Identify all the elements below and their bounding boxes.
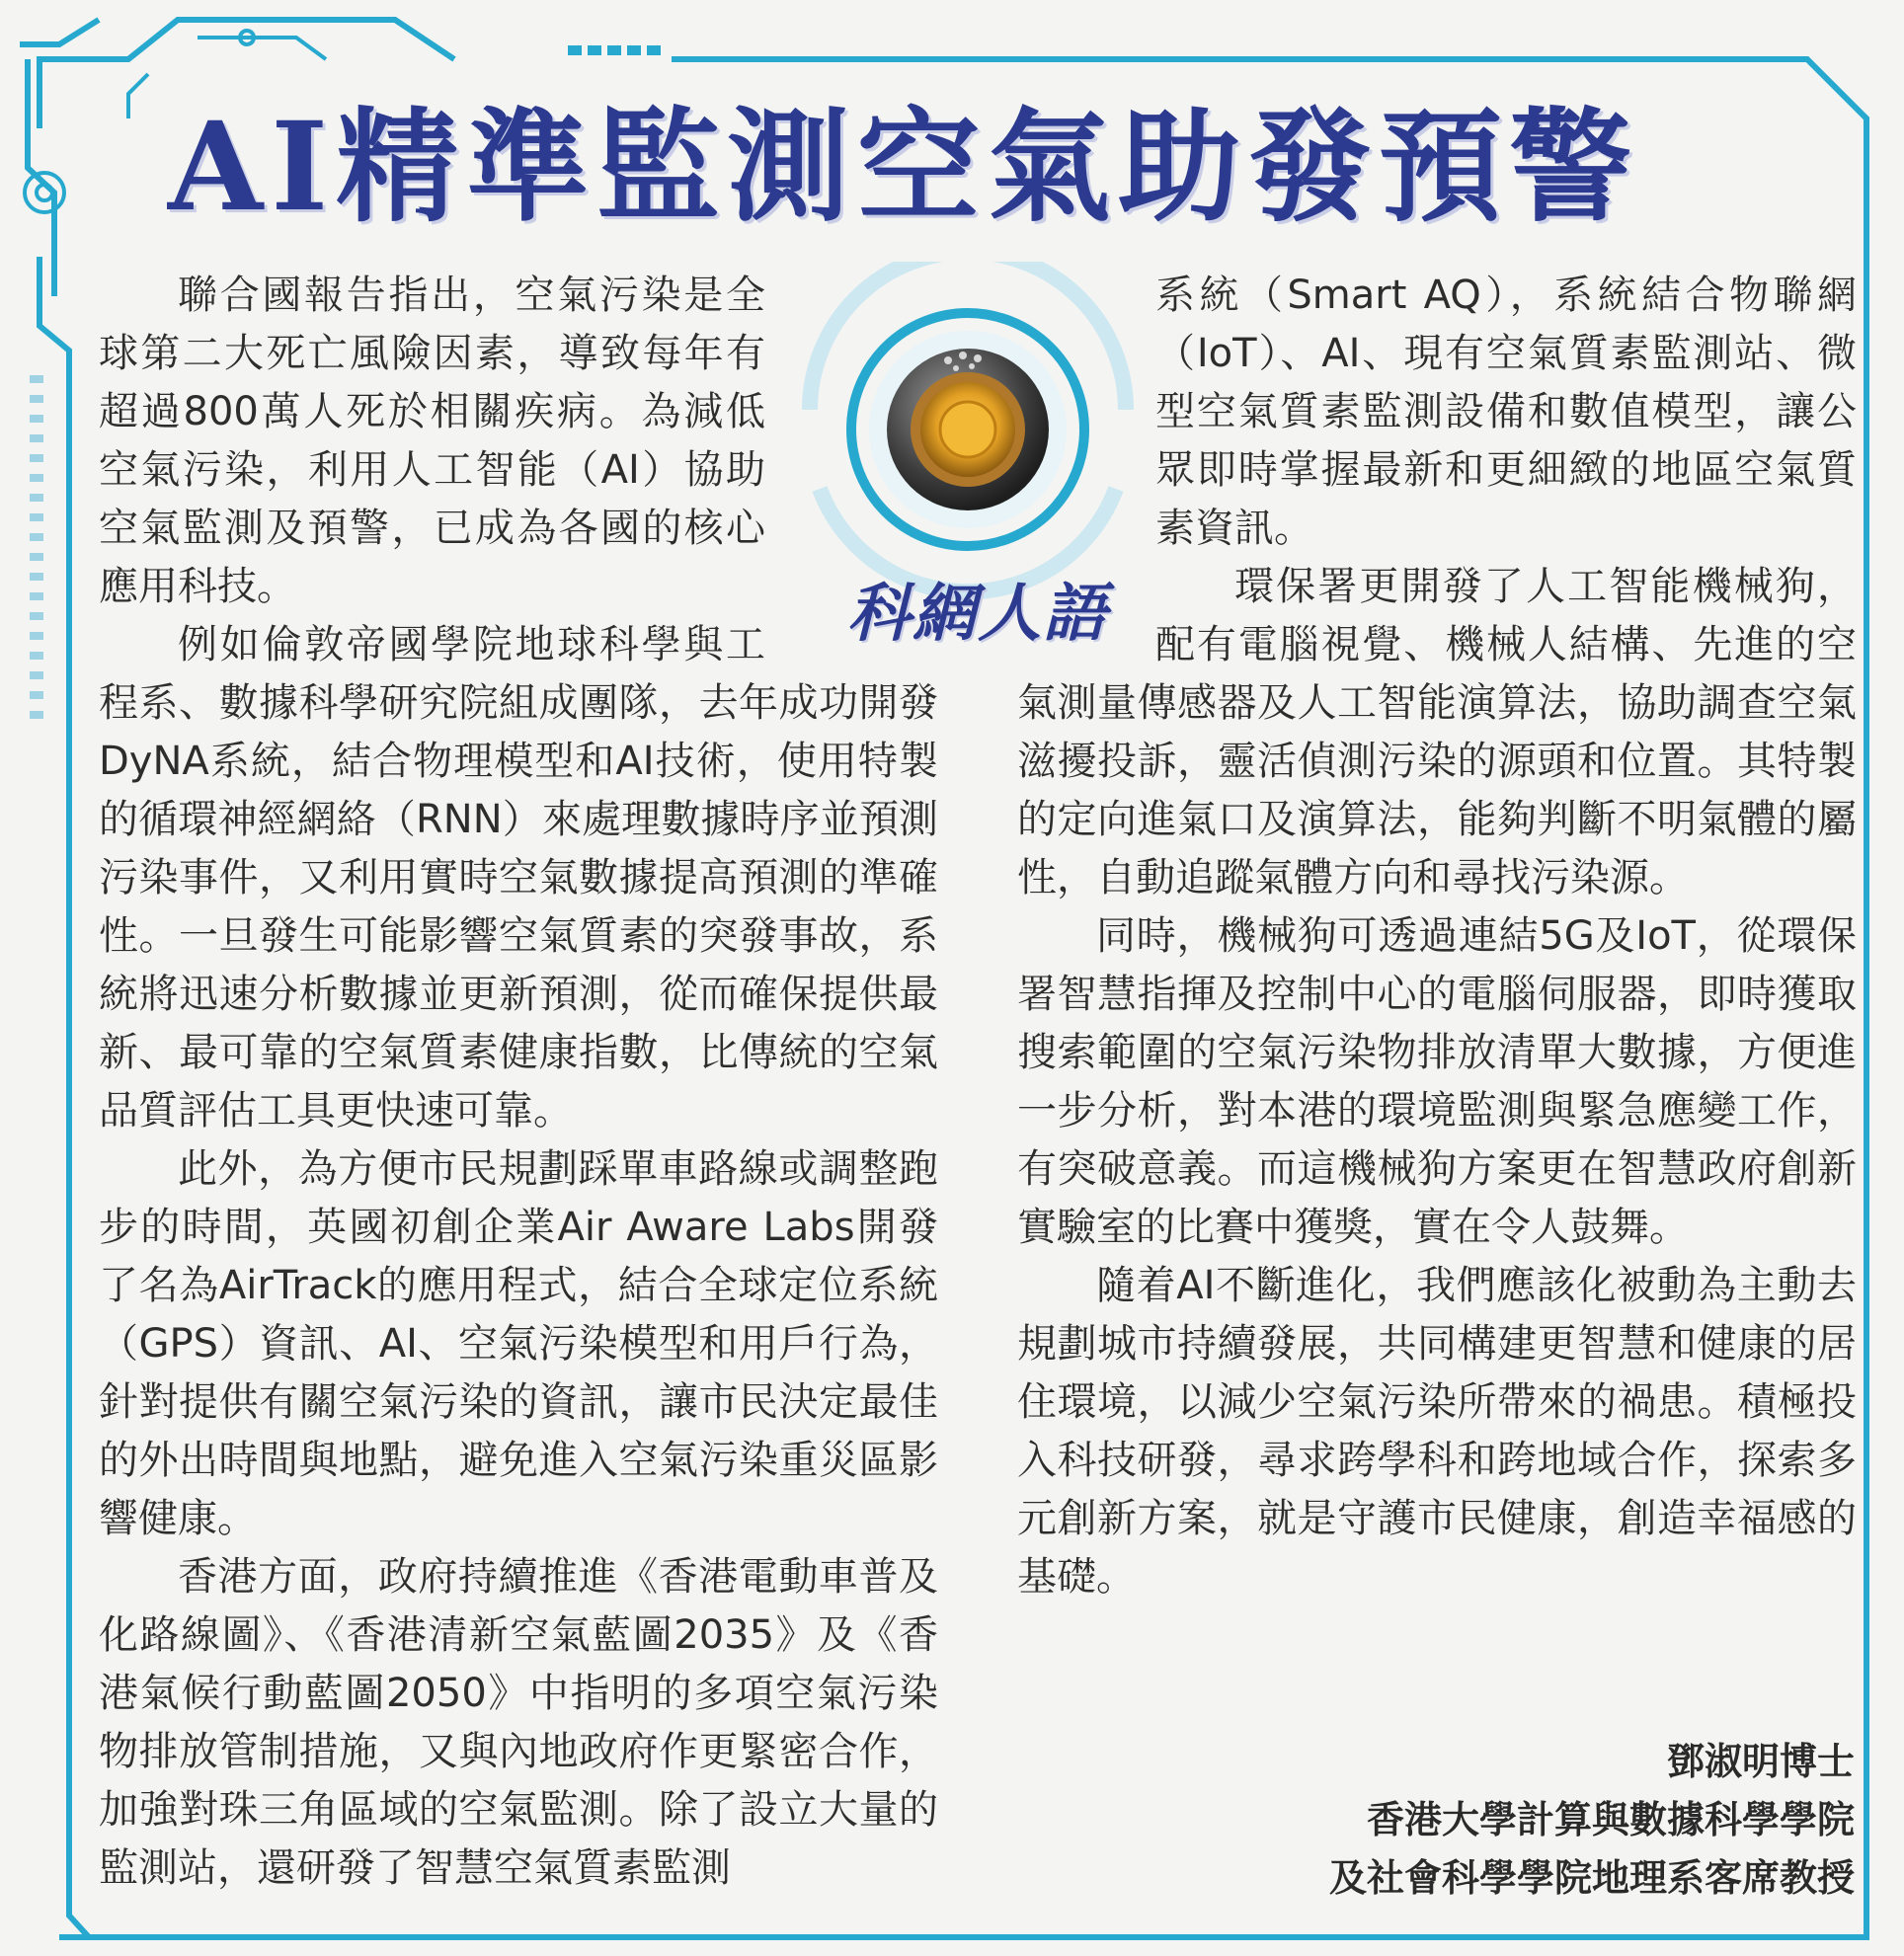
logo-wrap-space-left	[765, 267, 938, 638]
author-affiliation: 香港大學計算與數據科學學院	[1366, 1798, 1855, 1841]
logo-wrap-space-right	[1017, 267, 1155, 638]
paragraph: 例如倫敦帝國學院地球科學與工程系、數據科學研究院組成團隊，去年成功開發DyNA系統，結合物理模型和AI技術，使用特製的循環神經網絡（RNN）來處理數據時序並預測污染事件，又利用實時空氣數據提高預測的準確性。一旦發生可能影響空氣質素的突發事故，系統將迅速分析數據並更新預測，從而確保提供最新、最可靠的空氣質素健康指數，比傳統的空氣品質評估工具更快速可靠。	[99, 622, 938, 1134]
paragraph: 香港方面，政府持續推進《香港電動車普及化路線圖》、《香港清新空氣藍圖2035》及《香港氣候行動藍圖2050》中指明的多項空氣污染物排放管制措施，又與內地政府作更緊密合作，加強對珠三角區域的空氣監測。除了設立大量的監測站，還研發了智慧空氣質素監測	[99, 1554, 938, 1891]
paragraph: 隨着AI不斷進化，我們應該化被動為主動去規劃城市持續發展，共同構建更智慧和健康的居住環境，以減少空氣污染所帶來的禍患。積極投入科技研發，尋求跨學科和跨地域合作，探索多元創新方案，就是守護市民健康，創造幸福感的基礎。	[1017, 1263, 1857, 1600]
paragraph: 同時，機械狗可透過連結5G及IoT，從環保署智慧指揮及控制中心的電腦伺服器，即時獲取搜索範圍的空氣污染物排放清單大數據，方便進一步分析，對本港的環境監測與緊急應變工作，有突破意義。而這機械狗方案更在智慧政府創新實驗室的比賽中獲獎，實在令人鼓舞。	[1017, 913, 1857, 1250]
paragraph: 此外，為方便市民規劃踩單車路線或調整跑步的時間，英國初創企業Air Aware Labs開發了名為AirTrack的應用程式，結合全球定位系統（GPS）資訊、AI、空氣污染模型和用戶行為，針對提供有關空氣污染的資訊，讓市民決定最佳的外出時間與地點，避免進入空氣污染重災區影響健康。	[99, 1146, 938, 1541]
paragraph: 環保署更開發了人工智能機械狗，配有電腦視覺、機械人結構、先進的空氣測量傳感器及人工智能演算法，協助調查空氣滋擾投訴，靈活偵測污染的源頭和位置。其特製的定向進氣口及演算法，能夠判斷不明氣體的屬性，自動追蹤氣體方向和尋找污染源。	[1017, 564, 1857, 900]
author-byline	[1104, 1733, 1855, 1908]
author-affiliation: 及社會科學學院地理系客席教授	[1328, 1856, 1855, 1900]
paragraph: 聯合國報告指出，空氣污染是全球第二大死亡風險因素，導致每年有超過800萬人死於相關疾病。為減低空氣污染，利用人工智能（AI）協助空氣監測及預警，已成為各國的核心應用科技。	[99, 273, 765, 609]
paragraph: 系統（Smart AQ），系統結合物聯網（IoT）、AI、現有空氣質素監測站、微型空氣質素監測設備和數值模型，讓公眾即時掌握最新和更細緻的地區空氣質素資訊。	[1155, 273, 1857, 551]
author-name: 鄧淑明博士	[1666, 1740, 1855, 1783]
column-title: 科網人語	[847, 578, 1108, 651]
article-title: AI精準監測空氣助發預警	[168, 96, 1640, 239]
left-column	[99, 267, 938, 1898]
right-column	[1017, 267, 1857, 1606]
